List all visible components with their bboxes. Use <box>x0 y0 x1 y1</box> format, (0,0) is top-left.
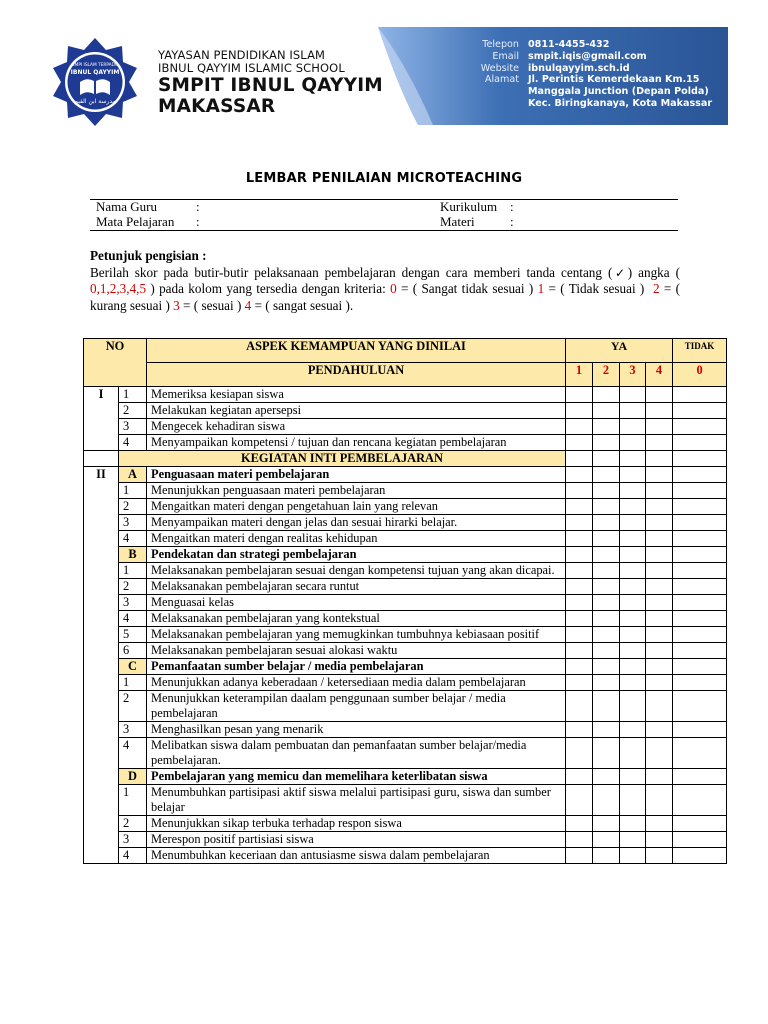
score-cell[interactable] <box>673 515 727 531</box>
item-text: Menguasai kelas <box>147 595 566 611</box>
score-cell[interactable] <box>593 531 620 547</box>
score-cell[interactable] <box>620 467 646 483</box>
item-number: 5 <box>119 627 147 643</box>
score-cell[interactable] <box>620 531 646 547</box>
score-cell[interactable] <box>620 675 646 691</box>
score-cell[interactable] <box>646 419 673 435</box>
score-cell[interactable] <box>620 816 646 832</box>
score-cell[interactable] <box>593 451 620 467</box>
table-row <box>84 595 727 611</box>
score-cell[interactable] <box>673 403 727 419</box>
score-cell[interactable] <box>620 627 646 643</box>
item-text: Melaksanakan pembelajaran yang memugkinkan tumbuhnya kebiasaan positif <box>147 627 566 643</box>
table-row <box>84 403 727 419</box>
score-cell[interactable] <box>620 563 646 579</box>
contact-block <box>440 39 730 110</box>
score-cell[interactable] <box>673 387 727 403</box>
item-number: 1 <box>119 563 147 579</box>
score-cell[interactable] <box>673 611 727 627</box>
score-cell[interactable] <box>620 403 646 419</box>
score-cell[interactable] <box>620 515 646 531</box>
item-text: Mengaitkan materi dengan pengetahuan lain yang relevan <box>147 499 566 515</box>
item-number: 2 <box>119 403 147 419</box>
item-number: 3 <box>119 722 147 738</box>
score-cell[interactable] <box>673 848 727 864</box>
score-cell[interactable] <box>566 722 593 738</box>
table-row <box>84 515 727 531</box>
score-4-header: 4 <box>646 363 673 387</box>
item-number: 3 <box>119 832 147 848</box>
group-header-row <box>84 659 727 675</box>
group-letter: B <box>119 547 147 563</box>
score-1-header: 1 <box>566 363 593 387</box>
col-tidak-header: TIDAK <box>673 339 727 363</box>
score-cell[interactable] <box>673 563 727 579</box>
score-cell[interactable] <box>646 387 673 403</box>
item-text: Menghasilkan pesan yang menarik <box>147 722 566 738</box>
score-cell[interactable] <box>593 563 620 579</box>
score-cell[interactable] <box>566 579 593 595</box>
group-header-row <box>84 467 727 483</box>
score-cell[interactable] <box>566 675 593 691</box>
item-text: Menunjukkan adanya keberadaan / ketersediaan media dalam pembelajaran <box>147 675 566 691</box>
score-cell[interactable] <box>593 832 620 848</box>
score-cell[interactable] <box>673 816 727 832</box>
contact-email: Email smpit.iqis@gmail.com <box>492 50 647 62</box>
score-cell[interactable] <box>566 643 593 659</box>
score-cell[interactable] <box>646 769 673 785</box>
group-letter: D <box>119 769 147 785</box>
contact-address-2: Manggala Junction (Depan Polda) <box>528 86 709 98</box>
item-number: 6 <box>119 643 147 659</box>
score-cell[interactable] <box>646 627 673 643</box>
score-cell[interactable] <box>646 547 673 563</box>
score-cell[interactable] <box>646 816 673 832</box>
score-cell[interactable] <box>566 848 593 864</box>
table-row <box>84 611 727 627</box>
score-cell[interactable] <box>673 691 727 722</box>
score-cell[interactable] <box>673 659 727 675</box>
table-row <box>84 579 727 595</box>
score-cell[interactable] <box>646 563 673 579</box>
item-number: 3 <box>119 419 147 435</box>
spacer-cell <box>84 451 119 467</box>
divider-bottom <box>90 230 678 231</box>
score-cell[interactable] <box>673 483 727 499</box>
score-cell[interactable] <box>620 643 646 659</box>
score-cell[interactable] <box>646 531 673 547</box>
item-number: 4 <box>119 611 147 627</box>
section-roman-ii: II <box>84 467 119 864</box>
contact-address-3: Kec. Biringkanaya, Kota Makassar <box>528 97 713 109</box>
score-cell[interactable] <box>646 722 673 738</box>
score-cell[interactable] <box>673 738 727 769</box>
table-row <box>84 643 727 659</box>
score-cell[interactable] <box>566 451 593 467</box>
item-number: 2 <box>119 579 147 595</box>
group-letter: C <box>119 659 147 675</box>
table-row <box>84 435 727 451</box>
section-title-kegiatan-inti: KEGIATAN INTI PEMBELAJARAN <box>119 451 566 467</box>
score-cell[interactable] <box>673 785 727 816</box>
score-cell[interactable] <box>593 816 620 832</box>
score-cell[interactable] <box>566 832 593 848</box>
score-cell[interactable] <box>566 563 593 579</box>
score-cell[interactable] <box>593 595 620 611</box>
score-cell[interactable] <box>593 467 620 483</box>
item-text: Menumbuhkan partisipasi aktif siswa melalui partisipasi guru, siswa dan sumber belajar <box>147 785 566 816</box>
score-cell[interactable] <box>593 643 620 659</box>
score-cell[interactable] <box>593 848 620 864</box>
score-cell[interactable] <box>593 691 620 722</box>
score-cell[interactable] <box>593 722 620 738</box>
field-nama-guru: Nama Guru : <box>96 199 200 214</box>
score-cell[interactable] <box>646 403 673 419</box>
score-cell[interactable] <box>566 483 593 499</box>
foundation-name: YAYASAN PENDIDIKAN ISLAM <box>158 48 326 62</box>
score-cell[interactable] <box>646 643 673 659</box>
contact-address-1: Alamat Jl. Perintis Kemerdekaan Km.15 <box>484 74 700 86</box>
item-text: Melaksanakan pembelajaran secara runtut <box>147 579 566 595</box>
table-row <box>84 691 727 722</box>
score-cell[interactable] <box>566 515 593 531</box>
item-number: 1 <box>119 785 147 816</box>
score-cell[interactable] <box>566 659 593 675</box>
table-header-row-2 <box>84 363 727 387</box>
item-number: 4 <box>119 738 147 769</box>
score-cell[interactable] <box>646 848 673 864</box>
score-cell[interactable] <box>620 832 646 848</box>
contact-phone: Telepon 0811-4455-432 <box>482 39 610 50</box>
score-cell[interactable] <box>646 499 673 515</box>
score-cell[interactable] <box>646 451 673 467</box>
score-cell[interactable] <box>620 848 646 864</box>
table-row <box>84 848 727 864</box>
score-cell[interactable] <box>566 691 593 722</box>
item-number: 2 <box>119 691 147 722</box>
field-materi: Materi : <box>440 214 514 229</box>
item-text: Melibatkan siswa dalam pembuatan dan pemanfaatan sumber belajar/media pembelajaran. <box>147 738 566 769</box>
item-number: 2 <box>119 816 147 832</box>
score-cell[interactable] <box>620 691 646 722</box>
score-cell[interactable] <box>673 595 727 611</box>
item-text: Memeriksa kesiapan siswa <box>147 387 566 403</box>
table-row <box>84 722 727 738</box>
score-cell[interactable] <box>646 611 673 627</box>
score-cell[interactable] <box>673 832 727 848</box>
instructions-heading: Petunjuk pengisian : <box>90 248 207 263</box>
score-cell[interactable] <box>673 769 727 785</box>
table-header-row-1 <box>84 339 727 363</box>
table-row <box>84 627 727 643</box>
score-cell[interactable] <box>646 691 673 722</box>
score-cell[interactable] <box>646 738 673 769</box>
table-row <box>84 531 727 547</box>
school-name-line-2: MAKASSAR <box>158 96 276 117</box>
score-cell[interactable] <box>593 675 620 691</box>
school-logo <box>40 36 150 128</box>
score-cell[interactable] <box>566 435 593 451</box>
score-cell[interactable] <box>673 627 727 643</box>
group-header-row <box>84 769 727 785</box>
score-cell[interactable] <box>646 435 673 451</box>
score-cell[interactable] <box>646 832 673 848</box>
score-cell[interactable] <box>593 611 620 627</box>
group-title: Pembelajaran yang memicu dan memelihara keterlibatan siswa <box>147 769 566 785</box>
item-text: Merespon positif partisiasi siswa <box>147 832 566 848</box>
score-cell[interactable] <box>566 419 593 435</box>
score-cell[interactable] <box>593 769 620 785</box>
item-text: Melaksanakan pembelajaran yang kontekstual <box>147 611 566 627</box>
group-letter: A <box>119 467 147 483</box>
field-kurikulum: Kurikulum : <box>440 199 514 214</box>
score-cell[interactable] <box>673 531 727 547</box>
score-cell[interactable] <box>620 419 646 435</box>
section-roman-i: I <box>84 387 119 451</box>
item-number: 4 <box>119 435 147 451</box>
score-cell[interactable] <box>646 515 673 531</box>
item-text: Melaksanakan pembelajaran sesuai dengan kompetensi tujuan yang akan dicapai. <box>147 563 566 579</box>
item-number: 1 <box>119 387 147 403</box>
table-row <box>84 499 727 515</box>
logo-arc-text: SMPI ISLAM TERPADU <box>71 63 119 68</box>
score-cell[interactable] <box>593 387 620 403</box>
check-mark-icon: ✓ <box>612 265 628 280</box>
score-cell[interactable] <box>566 467 593 483</box>
score-cell[interactable] <box>620 722 646 738</box>
score-cell[interactable] <box>593 435 620 451</box>
table-row <box>84 816 727 832</box>
score-cell[interactable] <box>566 531 593 547</box>
item-text: Menunjukkan penguasaan materi pembelajaran <box>147 483 566 499</box>
score-cell[interactable] <box>673 547 727 563</box>
score-cell[interactable] <box>593 403 620 419</box>
score-cell[interactable] <box>673 435 727 451</box>
score-cell[interactable] <box>593 627 620 643</box>
item-number: 1 <box>119 483 147 499</box>
score-cell[interactable] <box>620 387 646 403</box>
score-cell[interactable] <box>593 547 620 563</box>
score-cell[interactable] <box>566 816 593 832</box>
item-text: Menumbuhkan keceriaan dan antusiasme siswa dalam pembelajaran <box>147 848 566 864</box>
item-number: 3 <box>119 595 147 611</box>
score-cell[interactable] <box>673 419 727 435</box>
score-cell[interactable] <box>566 738 593 769</box>
item-number: 1 <box>119 675 147 691</box>
score-cell[interactable] <box>593 515 620 531</box>
item-number: 3 <box>119 515 147 531</box>
score-cell[interactable] <box>620 659 646 675</box>
score-cell[interactable] <box>673 643 727 659</box>
score-cell[interactable] <box>566 403 593 419</box>
score-cell[interactable] <box>646 785 673 816</box>
group-title: Pemanfaatan sumber belajar / media pembelajaran <box>147 659 566 675</box>
field-mata-pelajaran: Mata Pelajaran : <box>96 214 200 229</box>
contact-website: Website ibnulqayyim.sch.id <box>480 62 630 74</box>
score-cell[interactable] <box>593 785 620 816</box>
table-row <box>84 785 727 816</box>
score-cell[interactable] <box>593 419 620 435</box>
score-cell[interactable] <box>673 675 727 691</box>
score-cell[interactable] <box>593 483 620 499</box>
item-text: Menyampaikan materi dengan jelas dan sesuai hirarki belajar. <box>147 515 566 531</box>
table-row <box>84 675 727 691</box>
score-cell[interactable] <box>566 769 593 785</box>
item-text: Menunjukkan sikap terbuka terhadap respon siswa <box>147 816 566 832</box>
score-cell[interactable] <box>593 738 620 769</box>
score-cell[interactable] <box>620 769 646 785</box>
score-cell[interactable] <box>620 483 646 499</box>
score-cell[interactable] <box>620 611 646 627</box>
score-cell[interactable] <box>566 595 593 611</box>
score-cell[interactable] <box>566 547 593 563</box>
table-row <box>84 832 727 848</box>
item-text: Menyampaikan kompetensi / tujuan dan rencana kegiatan pembelajaran <box>147 435 566 451</box>
score-cell[interactable] <box>673 467 727 483</box>
score-cell[interactable] <box>566 387 593 403</box>
logo-arabic: مدرسة ابن القيم <box>74 98 116 105</box>
score-cell[interactable] <box>620 595 646 611</box>
item-text: Menunjukkan keterampilan daalam penggunaan sumber belajar / media pembelajaran <box>147 691 566 722</box>
score-cell[interactable] <box>593 579 620 595</box>
score-cell[interactable] <box>646 467 673 483</box>
score-cell[interactable] <box>620 435 646 451</box>
section-title-pendahuluan: PENDAHULUAN <box>147 363 566 387</box>
item-text: Melakukan kegiatan apersepsi <box>147 403 566 419</box>
item-number: 2 <box>119 499 147 515</box>
page-title: LEMBAR PENILAIAN MICROTEACHING <box>245 171 523 186</box>
col-ya-header: YA <box>566 339 673 363</box>
score-cell[interactable] <box>566 785 593 816</box>
group-header-row <box>84 547 727 563</box>
item-text: Mengaitkan materi dengan realitas kehidupan <box>147 531 566 547</box>
score-cell[interactable] <box>673 722 727 738</box>
col-no-header: NO <box>84 339 147 387</box>
score-cell[interactable] <box>646 579 673 595</box>
item-number: 4 <box>119 531 147 547</box>
school-identity <box>158 49 383 117</box>
score-cell[interactable] <box>646 659 673 675</box>
assessment-table <box>83 338 727 864</box>
col-aspect-header: ASPEK KEMAMPUAN YANG DINILAI <box>147 339 566 363</box>
score-cell[interactable] <box>566 627 593 643</box>
score-cell[interactable] <box>620 738 646 769</box>
score-cell[interactable] <box>646 675 673 691</box>
instructions <box>90 248 680 314</box>
table-row <box>84 738 727 769</box>
item-text: Melaksanakan pembelajaran sesuai alokasi waktu <box>147 643 566 659</box>
score-cell[interactable] <box>620 547 646 563</box>
group-title: Penguasaan materi pembelajaran <box>147 467 566 483</box>
score-cell[interactable] <box>593 659 620 675</box>
table-row <box>84 483 727 499</box>
table-row <box>84 387 727 403</box>
table-row <box>84 419 727 435</box>
score-cell[interactable] <box>620 499 646 515</box>
score-cell[interactable] <box>593 499 620 515</box>
instructions-text: Berilah skor pada butir-butir pelaksanaan pembelajaran dengan cara memberi tanda centang (✓) angka ( 0,1,2,3,4,5 ) pada kolom yang tersedia dengan kriteria: 0 = ( Sangat tidak sesuai ) 1 = ( Tidak sesuai ) 2 = ( kurang sesuai ) 3 = ( sesuai ) 4 = ( sangat sesuai ). <box>90 264 681 313</box>
school-name-line-1: SMPIT IBNUL QAYYIM <box>158 75 383 96</box>
score-cell[interactable] <box>673 451 727 467</box>
item-text: Mengecek kehadiran siswa <box>147 419 566 435</box>
score-cell[interactable] <box>673 499 727 515</box>
score-cell[interactable] <box>620 785 646 816</box>
school-english-name: IBNUL QAYYIM ISLAMIC SCHOOL <box>158 61 345 75</box>
score-cell[interactable] <box>673 579 727 595</box>
score-cell[interactable] <box>566 611 593 627</box>
score-cell[interactable] <box>566 499 593 515</box>
logo-name: IBNUL QAYYIM <box>70 69 120 76</box>
group-title: Pendekatan dan strategi pembelajaran <box>147 547 566 563</box>
score-cell[interactable] <box>646 483 673 499</box>
score-2-header: 2 <box>593 363 620 387</box>
score-cell[interactable] <box>646 595 673 611</box>
score-3-header: 3 <box>620 363 646 387</box>
table-row <box>84 563 727 579</box>
score-0-header: 0 <box>673 363 727 387</box>
table-row <box>84 451 727 467</box>
score-cell[interactable] <box>620 451 646 467</box>
item-number: 4 <box>119 848 147 864</box>
score-cell[interactable] <box>620 579 646 595</box>
